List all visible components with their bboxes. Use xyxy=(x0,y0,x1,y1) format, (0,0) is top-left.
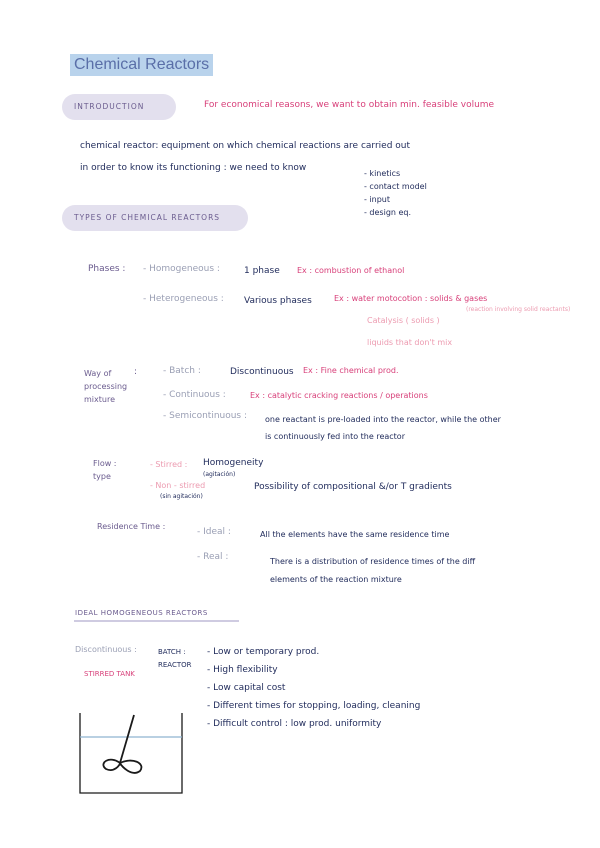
stirred-sub: (agitación) xyxy=(203,471,236,478)
page-title: Chemical Reactors xyxy=(70,54,213,76)
batch-reactor-label: BATCH : REACTOR xyxy=(158,648,192,669)
stirrer-shaft xyxy=(120,715,134,763)
heterogeneous-example-note: (reaction involving solid reactants) xyxy=(466,306,571,313)
real-label: - Real : xyxy=(197,552,229,562)
feature-item: - High flexibility xyxy=(207,665,278,675)
continuous-example: Ex : catalytic cracking reactions / operations xyxy=(250,391,428,400)
discontinuous-label: Discontinuous : xyxy=(75,645,137,654)
residence-time-label: Residence Time : xyxy=(97,522,166,531)
batch-label: - Batch : xyxy=(163,366,201,376)
batch-features-list xyxy=(207,643,420,733)
section-heading-types: TYPES OF CHEMICAL REACTORS xyxy=(62,205,248,231)
feature-item: - Low or temporary prod. xyxy=(207,647,320,657)
needs-item: - kinetics xyxy=(364,169,401,178)
definition-line-2: in order to know its functioning : we need to know xyxy=(80,163,307,173)
batch-value: Discontinuous xyxy=(230,367,294,377)
homogeneous-label: - Homogeneous : xyxy=(143,264,220,274)
ideal-value: All the elements have the same residence time xyxy=(260,530,450,539)
heterogeneous-example: Ex : water motocotion : solids & gases xyxy=(334,294,488,303)
stirred-value: Homogeneity xyxy=(203,458,264,468)
needs-item: - design eq. xyxy=(364,208,412,217)
stirred-tank-drawing xyxy=(70,705,190,800)
heterogeneous-value: Various phases xyxy=(244,296,312,306)
heterogeneous-label: - Heterogeneous : xyxy=(143,294,224,304)
real-line-1: There is a distribution of residence times of the diff xyxy=(270,557,476,566)
continuous-label: - Continuous : xyxy=(163,390,226,400)
introduction-note: For economical reasons, we want to obtain min. feasible volume xyxy=(204,100,495,110)
ideal-label: - Ideal : xyxy=(197,527,231,537)
needs-item: - contact model xyxy=(364,182,427,191)
needs-item: - input xyxy=(364,195,391,204)
section-heading-introduction: INTRODUCTION xyxy=(62,94,176,120)
real-line-2: elements of the reaction mixture xyxy=(270,575,402,584)
homogeneous-example: Ex : combustion of ethanol xyxy=(297,266,405,275)
semicontinuous-line-2: is continuously fed into the reactor xyxy=(265,432,405,441)
processing-colon: : xyxy=(134,367,138,377)
semicontinuous-label: - Semicontinuous : xyxy=(163,411,248,421)
processing-label: Way of processing mixture xyxy=(84,369,128,404)
phases-label: Phases : xyxy=(88,264,126,274)
semicontinuous-line-1: one reactant is pre-loaded into the reactor, while the other xyxy=(265,415,501,424)
liquids-example: liquids that don't mix xyxy=(367,338,453,347)
feature-item: - Low capital cost xyxy=(207,683,286,693)
definition-line-1: chemical reactor: equipment on which chemical reactions are carried out xyxy=(80,141,411,151)
section-heading-ideal: IDEAL HOMOGENEOUS REACTORS xyxy=(75,609,208,617)
feature-item: - Different times for stopping, loading, cleaning xyxy=(207,701,421,711)
needs-list xyxy=(364,167,427,219)
stirred-tank-label: STIRRED TANK xyxy=(84,670,135,678)
homogeneous-value: 1 phase xyxy=(244,266,280,276)
non-stirred-value: Possibility of compositional &/or T gradients xyxy=(254,482,452,492)
stirrer-impeller xyxy=(103,760,141,773)
non-stirred-sub: (sin agitación) xyxy=(160,493,203,500)
batch-example: Ex : Fine chemical prod. xyxy=(303,366,399,375)
feature-item: - Difficult control : low prod. uniformity xyxy=(207,719,382,729)
stirred-label: - Stirred : xyxy=(150,460,188,469)
flow-type-label: Flow : type xyxy=(93,459,117,481)
catalysis-example: Catalysis ( solids ) xyxy=(367,316,440,325)
heading-underline xyxy=(74,620,239,622)
non-stirred-label: - Non - stirred xyxy=(150,481,206,490)
